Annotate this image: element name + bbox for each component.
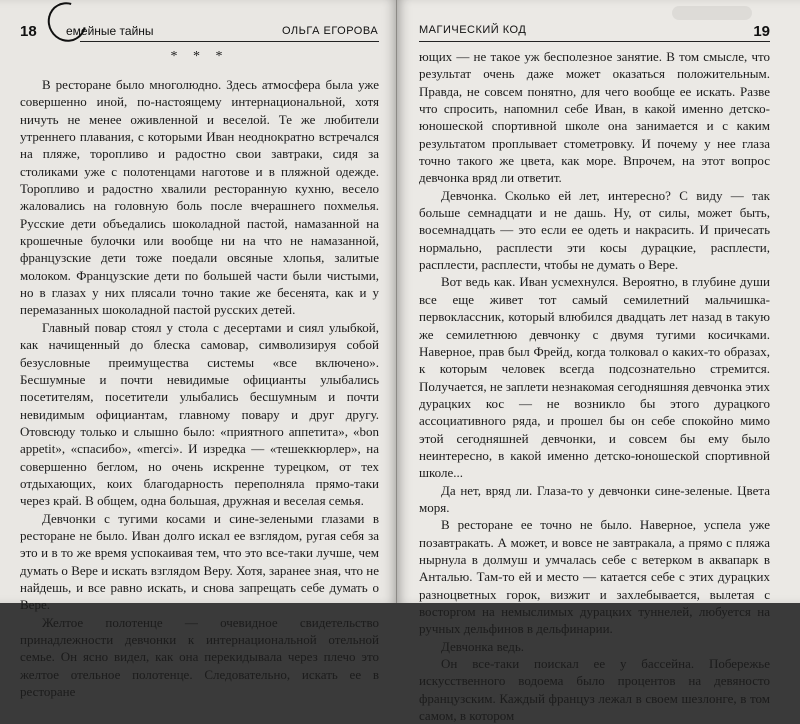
paragraph: Он все-таки поискал ее у бассейна. Побережье искусственного водоема было процентов на девяносто французским. Каждый француз лежал в своем шезлонге, в том самом, в котором: [419, 656, 770, 724]
paper-stain: [672, 6, 752, 20]
running-head-author: ОЛЬГА ЕГОРОВА: [282, 25, 379, 37]
paragraph: Главный повар стоял у стола с десертами и сиял улыбкой, как начищенный до блеска самовар, символизируя собой безусловные преимущества системы «все включено». Бесшумные и почти невидимые официанты улыбались посетителям, посетители улыбались бесшумным и почти невидимым официантам, главному повару и друг другу. Отовсюду только и слышно было: «приятного аппетита», «bon appetit», «спасибо», «merci». И изредка — «тешеккюрлер», на совершенно беглом, но очень искренне турецком, от тех отдыхающих, коих благодарность переполняла прямо-таки через край. В общем, одна большая, дружная и веселая семья.: [20, 319, 379, 509]
left-page: [0, 0, 397, 700]
left-page-body: [20, 50, 379, 700]
right-page-header: [419, 0, 770, 46]
paragraph: Девчонка. Сколько ей лет, интересно? С виду — так больше семнадцати и не дашь. Ну, от силы, может быть, восемнадцать — это если ее одеть и накрасить. И причесать нормально, расплести эти косы дурацкие, расплести, расплести, расплести, чтобы не думать о Вере.: [419, 187, 770, 273]
right-page: [397, 0, 800, 724]
paragraph: Вот ведь как. Иван усмехнулся. Вероятно, в глубине души все еще живет тот самый семилетний мальчишка-первоклассник, который влюбился двадцать лет назад в такую же семилетнюю девчонку с двумя тугими косичками. Наверное, прав был Фрейд, когда толковал о каких-то образах, к которым человек всегда подсознательно стремится. Получается, не заплети незнакомая сегодняшняя девчонка этих дурацких кос — не возникло бы этого дурацкого ассоциативного ряда, и прошел бы он себе спокойно мимо этой сегодняшней девчонки, и совсем бы ему было неинтересно, в какой именно детско-юношеской спортивной школе...: [419, 274, 770, 481]
running-head-title: МАГИЧЕСКИЙ КОД: [419, 24, 527, 36]
left-page-header: [20, 0, 379, 46]
paragraph: В ресторане ее точно не было. Наверное, успела уже позавтракать. А может, и вовсе не завтракала, а прямо с пляжа нырнула в долмуш и умчалась себе с ветерком в аквапарк в Анталью. Там-то ей и место — катается себе с этих дурацких разноцветных горок, визжит и захлебывается, вылетая с восторгом на немыслимых дурацких туннелей, любуется на ручных дельфинов в дельфинарии.: [419, 517, 770, 637]
page-number: 19: [753, 23, 770, 40]
page-number: 18: [20, 23, 37, 40]
right-page-body: [419, 48, 770, 724]
series-title: емейные тайны: [66, 24, 154, 38]
paragraph: Девчонка ведь.: [441, 638, 525, 654]
paragraph: ющих — не такое уж бесполезное занятие. В том смысле, что результат очень даже может оказаться положительным. Правда, не совсем понятно, для чего вообще ее искать. Разве что спросить, напомнил себе Иван, в какой именно детско-юношеской спортивной школе она занимается и с каким результатом проплывает стометровку. И почему у нее глаза точно такого же цвета, как море. Впрочем, на этот вопрос девчонка вряд ли ответит.: [419, 49, 770, 186]
paragraph: В ресторане было многолюдно. Здесь атмосфера была уже совершенно иной, по-настоящему интернациональной, хотя ничуть не менее оживленной и веселой. Те же любители утреннего плавания, с которыми Иван неоднократно встречался на пляже, торопливо и радостно свои завтраки, сидя за столиками уже с полотенцами наготове и в пляжной одежде. Торопливо и радостно хвалили ресторанную кухню, весело жаловались на головную боль после вчерашнего похмелья. Русские дети объедались шоколадной пастой, намазанной на крошечные булочки или вообще ни на что не намазанной, французские дети тоже поедали овсяные хлопья, залитые молоком. Французские дети по большей части были чистыми, но в глазах у них плясали точно такие же бесенята, как и у перемазанных шоколадной пастой русских детей.: [20, 77, 379, 318]
header-rule: [80, 41, 379, 42]
paragraph: Желтое полотенце — очевидное свидетельство принадлежности девчонки к интернациональной отельной семье. Он ясно видел, как она перекидывала через плечо это желтое отельное полотенце. Следовательно, искать ее в ресторане: [20, 614, 379, 700]
paragraph: Девчонки с тугими косами и сине-зелеными глазами в ресторане не было. Иван долго искал ее взглядом, ругая себя за это и в то же время успокаивая тем, что это все-таки лучше, чем думать о Вере и искать взглядом Веру. Хотя, заранее зная, что не найдешь, и все равно искать, и снова запрещать себе думать о Вере.: [20, 510, 379, 613]
paragraph: Да нет, вряд ли. Глаза-то у девчонки сине-зеленые. Цвета моря.: [419, 482, 770, 515]
header-rule: [419, 41, 770, 42]
section-separator: * * *: [170, 49, 229, 64]
